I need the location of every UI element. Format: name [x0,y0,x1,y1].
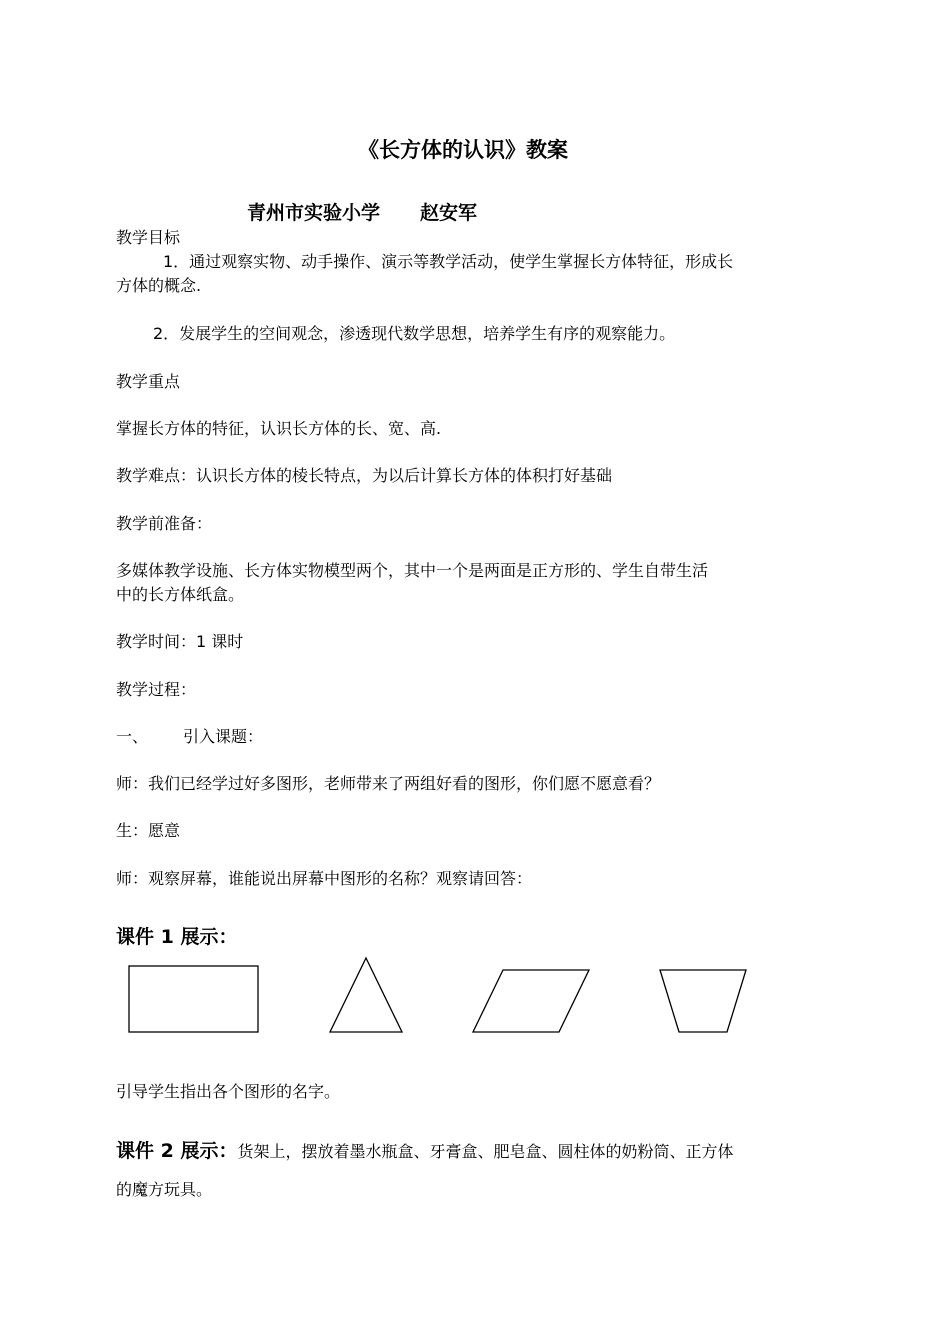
teacher-line-2: 师：观察屏幕，谁能说出屏幕中图形的名称？观察请回答： [116,869,533,888]
rectangle-shape [129,966,258,1032]
courseware-2-line-2: 的魔方玩具。 [116,1180,213,1199]
difficulty-text: 教学难点：认识长方体的棱长特点，为以后计算长方体的体积打好基础 [116,466,613,485]
courseware-2-text: 货架上，摆放着墨水瓶盒、牙膏盒、肥皂盒、圆柱体的奶粉筒、正方体 [237,1142,734,1161]
triangle-shape [330,958,402,1032]
goal-1-line-1: 1．通过观察实物、动手操作、演示等教学活动，使学生掌握长方体特征，形成长 [163,252,734,271]
time-text: 教学时间：1 课时 [116,632,244,651]
trapezoid-shape [660,970,746,1032]
goal-2: 2．发展学生的空间观念，渗透现代数学思想，培养学生有序的观察能力。 [153,324,676,343]
goal-1-line-2: 方体的概念. [116,276,202,295]
section-1-title: 引入课题： [183,727,264,746]
author-name: 赵安军 [420,202,478,224]
parallelogram-shape [473,970,589,1032]
school-name: 青州市实验小学 [247,202,381,224]
key-text: 掌握长方体的特征，认识长方体的长、宽、高. [116,419,442,438]
courseware-1-heading: 课件 1 展示： [116,926,238,948]
section-1-number: 一、 [116,727,149,746]
prep-heading: 教学前准备： [116,514,213,533]
courseware-2-line-1 [116,1140,733,1163]
goal-heading: 教学目标 [116,228,181,247]
guide-text: 引导学生指出各个图形的名字。 [116,1082,341,1101]
courseware-2-heading: 课件 2 展示： [116,1140,238,1162]
prep-line-2: 中的长方体纸盒。 [116,585,245,604]
process-heading: 教学过程： [116,680,197,699]
author-line [247,201,477,225]
shapes-figure [0,950,950,1050]
document-title: 《长方体的认识》教案 [358,138,568,162]
student-line-1: 生：愿意 [116,821,181,840]
prep-line-1: 多媒体教学设施、长方体实物模型两个，其中一个是两面是正方形的、学生自带生活 [116,561,709,580]
teacher-line-1: 师：我们已经学过好多图形，老师带来了两组好看的图形，你们愿不愿意看？ [116,774,661,793]
key-heading: 教学重点 [116,372,181,391]
